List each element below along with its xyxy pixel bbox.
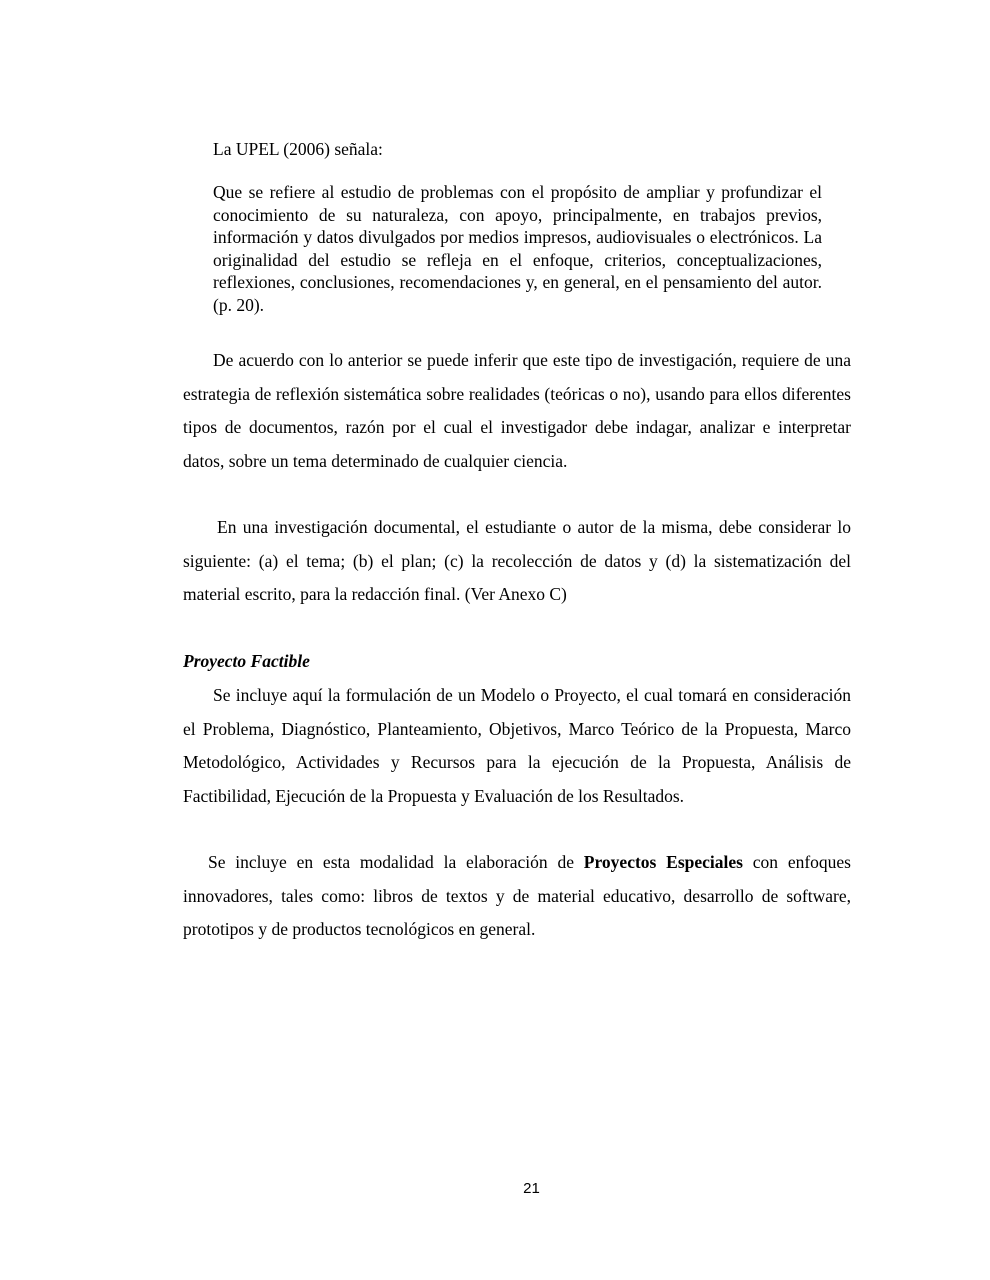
quote-intro: La UPEL (2006) señala: xyxy=(213,139,383,159)
paragraph-feasible-project: Se incluye aquí la formulación de un Modelo o Proyecto, el cual tomará en consideración el Problema, Diagnóstico, Planteamiento, Objetivos, Marco Teórico de la Propuesta, Marco Metodológico, Actividades y Recursos para la ejecución de la Propuesta, Análisis de Factibilidad, Ejecución de la Propuesta y Evaluación de los Resultados. xyxy=(183,685,851,806)
paragraph-special-projects-end: con enfoques innovadores, tales como: libros de textos y de material educativo, desarrollo de software, prototipos y de productos tecnológicos en general. xyxy=(183,852,851,939)
page-number: 21 xyxy=(523,1180,540,1197)
section-heading: Proyecto Factible xyxy=(183,651,310,671)
paragraph-special-projects xyxy=(183,846,851,947)
special-projects-term: Proyectos Especiales xyxy=(583,852,743,872)
block-quote: Que se refiere al estudio de problemas con el propósito de ampliar y profundizar el conocimiento de su naturaleza, con apoyo, principalmente, en trabajos previos, información y datos divulgados por medios impresos, audiovisuales o electrónicos. La originalidad del estudio se refleja en el enfoque, criterios, conceptualizaciones, reflexiones, conclusiones, recomendaciones y, en general, en el pensamiento del autor. (p. 20). xyxy=(213,182,822,315)
paragraph-special-projects-start: Se incluye en esta modalidad la elaboración de xyxy=(208,852,584,872)
paragraph-documental-investigation: En una investigación documental, el estudiante o autor de la misma, debe considerar lo siguiente: (a) el tema; (b) el plan; (c) la recolección de datos y (d) la sistematización del material escrito, para la redacción final. (Ver Anexo C) xyxy=(183,517,851,604)
paragraph-inference: De acuerdo con lo anterior se puede inferir que este tipo de investigación, requiere de una estrategia de reflexión sistemática sobre realidades (teóricas o no), usando para ellos diferentes tipos de documentos, razón por el cual el investigador debe indagar, analizar e interpretar datos, sobre un tema determinado de cualquier ciencia. xyxy=(183,350,851,471)
